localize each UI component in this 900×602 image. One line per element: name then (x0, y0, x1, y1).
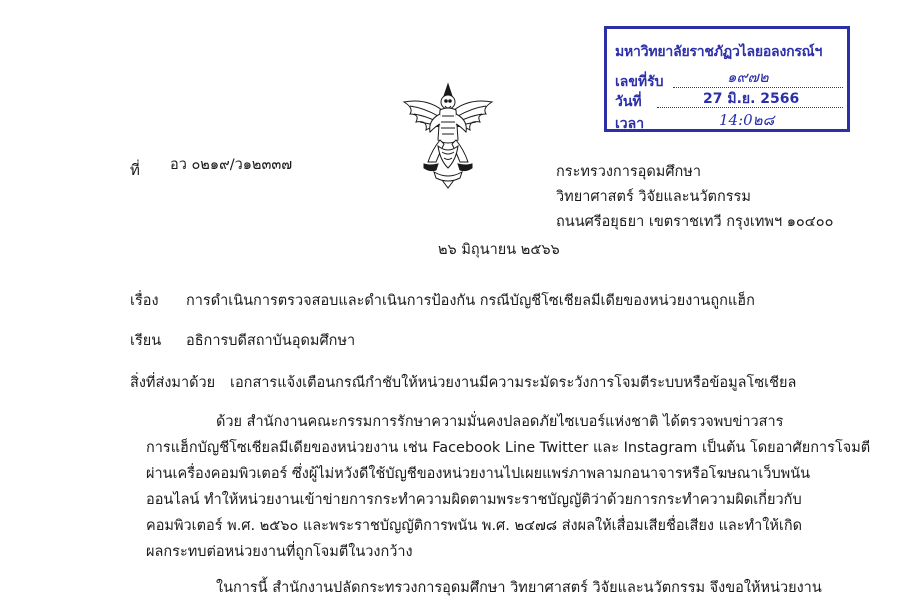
stamp-received-no-value: ๑๙๗๒ (727, 68, 769, 86)
stamp-date-label: วันที่ (615, 94, 642, 110)
stamp-date-value: 27 มิ.ย. 2566 (703, 91, 800, 107)
garuda-emblem-icon (398, 80, 498, 190)
paragraph1-line-2: การแฮ็กบัญชีโซเชียลมีเดียของหน่วยงาน เช่น Facebook Line Twitter และ Instagram เป็นต้น โดยอาศัยการโจมตี (146, 440, 871, 456)
ministry-line-1: กระทรวงการอุดมศึกษา (556, 164, 701, 180)
stamp-title: มหาวิทยาลัยราชภัฏวไลยอลงกรณ์ฯ (615, 44, 823, 60)
to-label: เรียน (130, 333, 162, 349)
subject-text: การดำเนินการตรวจสอบและดำเนินการป้องกัน กรณีบัญชีโซเชียลมีเดียของหน่วยงานถูกแฮ็ก (186, 293, 755, 309)
paragraph1-line-3: ผ่านเครื่องคอมพิวเตอร์ ซึ่งผู้ไม่หวังดีใช้บัญชีของหน่วยงานไปเผยแพร่ภาพลามกอนาจารหรือโฆษณาเว็บพนัน (146, 466, 811, 482)
to-text: อธิการบดีสถาบันอุดมศึกษา (186, 333, 356, 349)
paragraph1-line-6: ผลกระทบต่อหน่วยงานที่ถูกโจมตีในวงกว้าง (146, 544, 413, 560)
paragraph2-line-1: ในการนี้ สำนักงานปลัดกระทรวงการอุดมศึกษา วิทยาศาสตร์ วิจัยและนวัตกรรม จึงขอให้หน่วยงาน (216, 580, 822, 596)
receipt-stamp (604, 26, 850, 132)
stamp-received-no-label: เลขที่รับ (615, 74, 664, 90)
ministry-line-2: วิทยาศาสตร์ วิจัยและนวัตกรรม (556, 189, 751, 205)
stamp-time-label: เวลา (615, 116, 645, 132)
subject-label: เรื่อง (130, 293, 159, 309)
enclosure-text: เอกสารแจ้งเตือนกรณีกำชับให้หน่วยงานมีความระมัดระวังการโจมตีระบบหรือข้อมูลโซเชียล (230, 375, 797, 391)
letter-date: ๒๖ มิถุนายน ๒๕๖๖ (438, 242, 560, 258)
paragraph1-line-4: ออนไลน์ ทำให้หน่วยงานเข้าข่ายการกระทำความผิดตามพระราชบัญญัติว่าด้วยการกระทำความผิดเกี่ยวกับ (146, 492, 802, 508)
paragraph1-line-1: ด้วย สำนักงานคณะกรรมการรักษาความมั่นคงปลอดภัยไซเบอร์แห่งชาติ ได้ตรวจพบข่าวสาร (216, 414, 784, 430)
enclosure-label: สิ่งที่ส่งมาด้วย (130, 375, 216, 391)
paragraph1-line-5: คอมพิวเตอร์ พ.ศ. ๒๕๖๐ และพระราชบัญญัติการพนัน พ.ศ. ๒๔๗๘ ส่งผลให้เสื่อมเสียชื่อเสียง และทำให้เกิด (146, 518, 803, 534)
stamp-time-value: 14:0๒๘ (719, 111, 775, 129)
ministry-line-3: ถนนศรีอยุธยา เขตราชเทวี กรุงเทพฯ ๑๐๔๐๐ (556, 214, 834, 230)
ref-number: อว ๐๒๑๙/ว๑๒๓๓๗ (170, 157, 293, 173)
ref-label: ที่ (130, 161, 140, 179)
